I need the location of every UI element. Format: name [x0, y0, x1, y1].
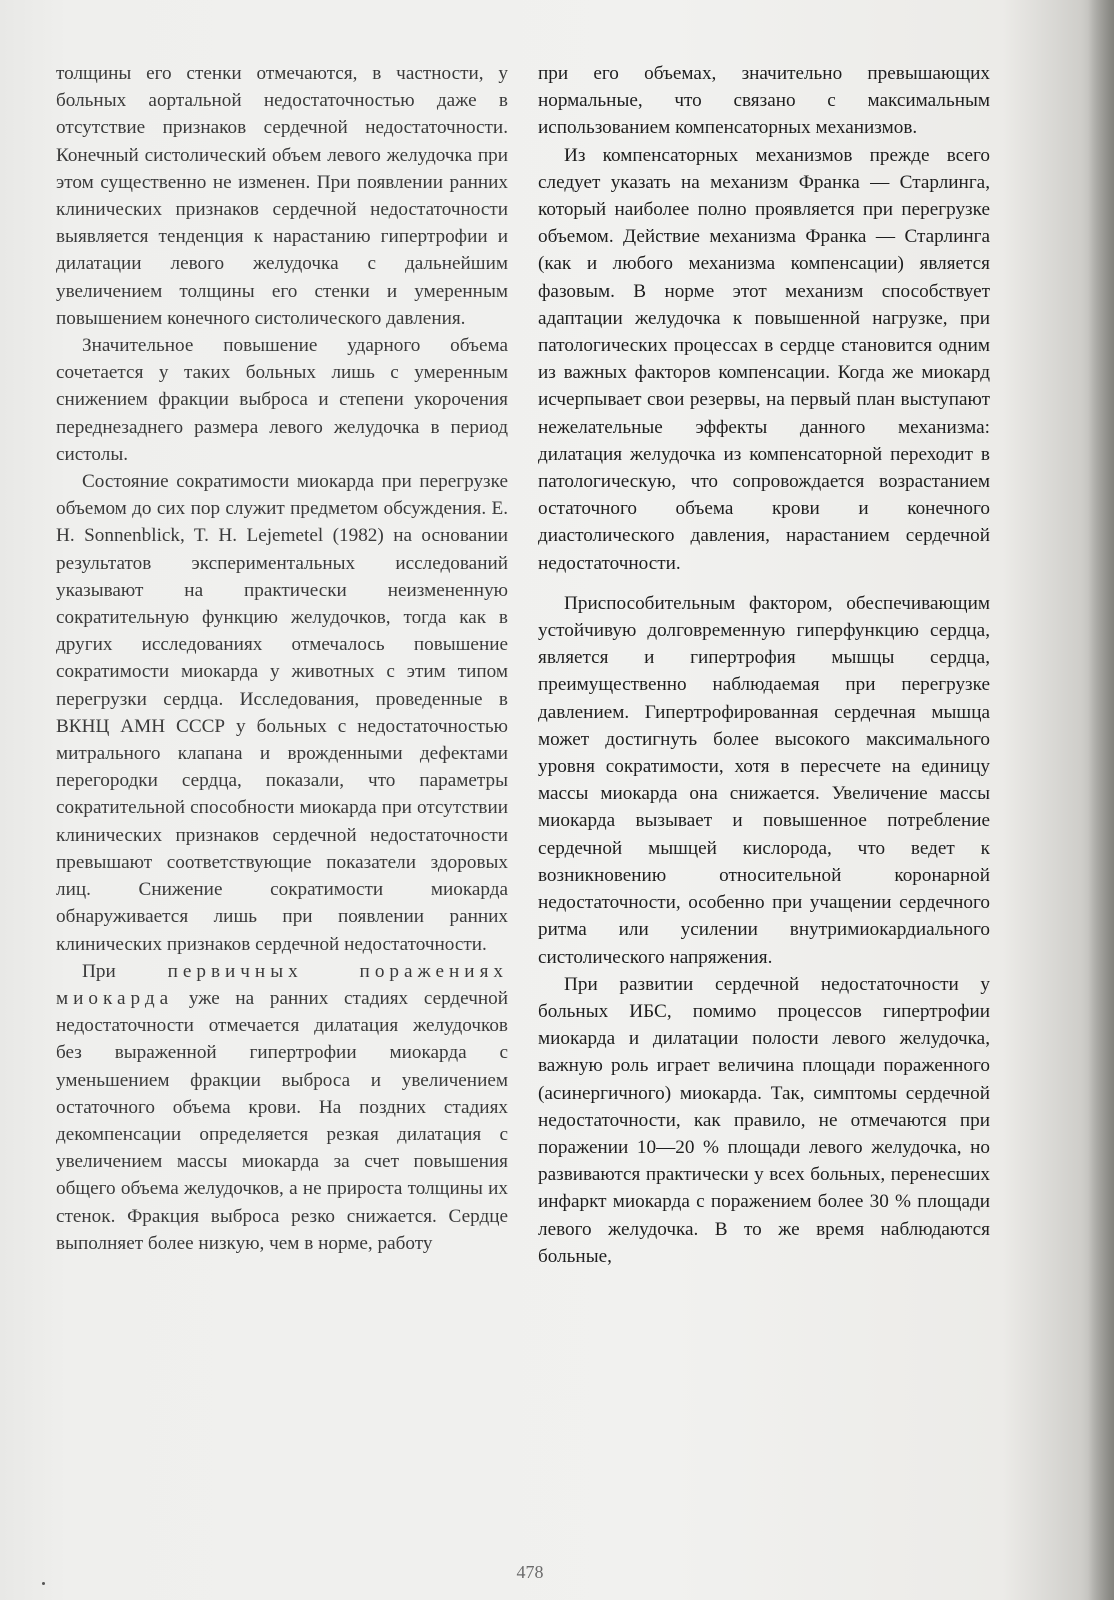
right-paragraph-1: при его объемах, значительно превышающих нормальные, что связано с максимальным использованием компенсаторных механизмов.: [538, 63, 990, 139]
right-paragraph-3: Приспособительным фактором, обеспечивающим устойчивую долговременную гиперфункцию сердца, является и гипертрофия мышцы сердца, преимущественно наблюдаемая при перегрузке давлением. Гипертрофированная сердечная мышца может достигнуть более высокого максимального уровня сократимости, хотя в пересчете на единицу массы миокарда она снижается. Увеличение массы миокарда вызывает и повышенное потребление сердечной мышцей кислорода, что ведет к возникновению относительной коронарной недостаточности, особенно при учащении сердечного ритма или усилении внутримиокардиального систолического напряжения.: [538, 592, 990, 968]
left-paragraph-4-lead: При: [82, 960, 116, 982]
right-column: [538, 60, 990, 1270]
left-paragraph-1: толщины его стенки отмечаются, в частности, у больных аортальной недостаточностью даже в отсутствие признаков сердечной недостаточности. Конечный систолический объем левого желудочка при этом существенно не изменен. При появлении ранних клинических признаков сердечной недостаточности выявляется тенденция к нарастанию гипертрофии и дилатации левого желудочка с дальнейшим увеличением толщины его стенки и умеренным повышением конечного систолического давления.: [56, 63, 508, 329]
left-paragraph-4-rest: уже на ранних стадиях сердечной недостаточности отмечается дилатация желудочков без выраженной гипертрофии миокарда с уменьшением фракции выброса и увеличением остаточного объема крови. На поздних стадиях декомпенсации определяется резкая дилатация с увеличением массы миокарда за счет повышения общего объема желудочков, а не прироста толщины их стенок. Фракция выброса резко снижается. Сердце выполняет более низкую, чем в норме, работу: [56, 987, 509, 1254]
right-paragraph-2: Из компенсаторных механизмов прежде всего следует указать на механизм Франка — Старлинга, который наиболее полно проявляется при перегрузке объемом. Действие механизма Франка — Старлинга (как и любого механизма компенсации) является фазовым. В норме этот механизм способствует адаптации желудочка к повышенной нагрузке, при патологических процессах в сердце становится одним из важных факторов компенсации. Когда же миокард исчерпывает свои резервы, на первый план выступают нежелательные эффекты данного механизма: дилатация желудочка из компенсаторной переходит в патологическую, что сопровождается возрастанием остаточного объема крови и конечного диастолического давления, нарастанием сердечной недостаточности.: [538, 144, 990, 574]
book-spine-shadow: [1088, 0, 1114, 1600]
scan-speck: [42, 1582, 45, 1585]
left-paragraph-2: Значительное повышение ударного объема сочетается у таких больных лишь с умеренным снижением фракции выброса и степени укорочения переднезаднего размера левого желудочка в период систолы.: [56, 335, 508, 465]
left-paragraph-4-emphasis: первичных поражениях миокарда: [56, 960, 508, 1009]
left-column: [56, 60, 508, 1257]
left-paragraph-4: [56, 958, 508, 1257]
page-number: 478: [516, 1562, 544, 1582]
right-paragraph-4: При развитии сердечной недостаточности у больных ИБС, помимо процессов гипертрофии миокарда и дилатации полости левого желудочка, важную роль играет величина площади пораженного (асинергичного) миокарда. Так, симптомы сердечной недостаточности, как правило, не отмечаются при поражении 10—20 % площади левого желудочка, но развиваются практически у всех больных, перенесших инфаркт миокарда с поражением более 30 % площади левого желудочка. В то же время наблюдаются больные,: [538, 973, 990, 1267]
left-paragraph-3: Состояние сократимости миокарда при перегрузке объемом до сих пор служит предметом обсуждения. E. H. Sonnenblick, T. H. Lejemetel (1982) на основании результатов экспериментальных исследований указывают на практически неизмененную сократительную функцию желудочков, тогда как в других исследованиях отмечалось повышение сократимости миокарда у животных с этим типом перегрузки сердца. Исследования, проведенные в ВКНЦ АМН СССР у больных с недостаточностью митрального клапана и врожденными дефектами перегородки сердца, показали, что параметры сократительной способности миокарда при отсутствии клинических признаков сердечной недостаточности превышают соответствующие показатели здоровых лиц. Снижение сократимости миокарда обнаруживается лишь при появлении ранних клинических признаков сердечной недостаточности.: [56, 471, 508, 955]
